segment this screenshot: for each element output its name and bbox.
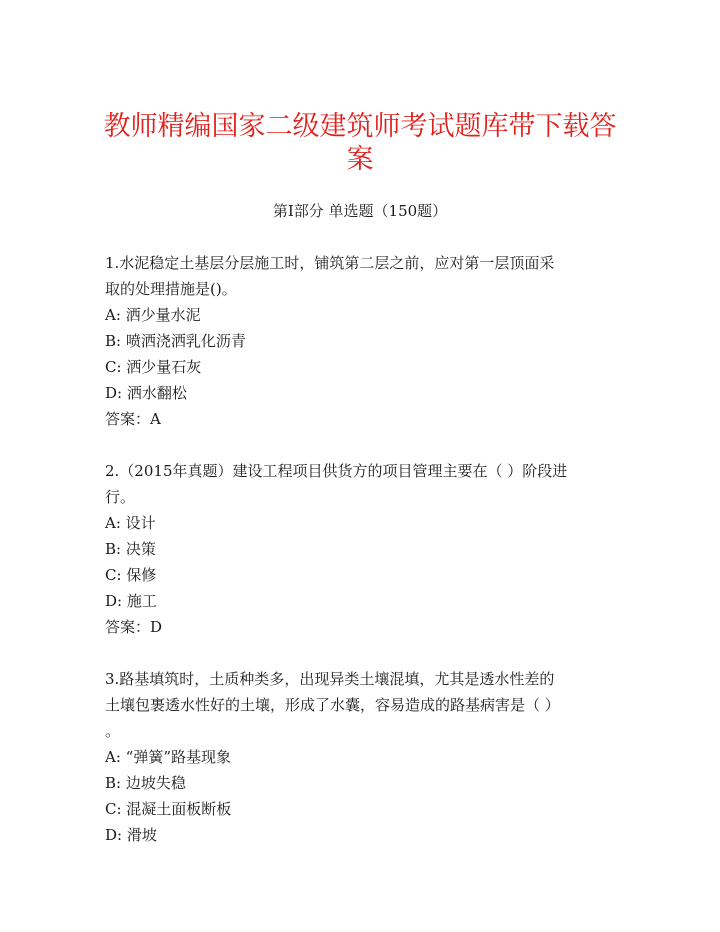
answer: 答案：D bbox=[105, 618, 163, 636]
option-b: B: 喷洒浇洒乳化沥青 bbox=[105, 332, 246, 350]
option-c: C: 洒少量石灰 bbox=[105, 358, 202, 376]
question-list bbox=[105, 250, 615, 848]
document-title-line-2: 案 bbox=[346, 144, 374, 175]
question-stem-line: 。 bbox=[105, 722, 121, 740]
question-stem-line: 土壤包裹透水性好的土壤，形成了水囊，容易造成的路基病害是（ ） bbox=[105, 696, 560, 714]
document-title bbox=[60, 110, 660, 176]
question-1 bbox=[105, 250, 615, 432]
question-stem-line: 1.水泥稳定土基层分层施工时，铺筑第二层之前，应对第一层顶面采 bbox=[105, 254, 555, 272]
option-d: D: 洒水翻松 bbox=[105, 384, 187, 402]
option-c: C: 混凝土面板断板 bbox=[105, 800, 232, 818]
option-c: C: 保修 bbox=[105, 566, 157, 584]
document-title-line-1: 教师精编国家二级建筑师考试题库带下载答 bbox=[103, 111, 617, 142]
section-title: 第Ⅰ部分 单选题（150题） bbox=[272, 202, 448, 220]
option-a: A: 设计 bbox=[105, 514, 156, 532]
answer: 答案：A bbox=[105, 410, 161, 428]
question-2 bbox=[105, 458, 615, 640]
question-spacer bbox=[105, 640, 615, 666]
question-stem-line: 取的处理措施是()。 bbox=[105, 280, 237, 298]
question-stem-line: 行。 bbox=[105, 488, 136, 506]
option-d: D: 施工 bbox=[105, 592, 157, 610]
question-3 bbox=[105, 666, 615, 848]
question-stem-line: 2.（2015年真题）建设工程项目供货方的项目管理主要在（ ）阶段进 bbox=[105, 462, 568, 480]
option-b: B: 决策 bbox=[105, 540, 156, 558]
option-a: A: 洒少量水泥 bbox=[105, 306, 201, 324]
question-stem-line: 3.路基填筑时，土质种类多，出现异类土壤混填，尤其是透水性差的 bbox=[105, 670, 555, 688]
option-d: D: 滑坡 bbox=[105, 826, 157, 844]
question-spacer bbox=[105, 432, 615, 458]
option-a: A: “弹簧”路基现象 bbox=[105, 748, 231, 766]
option-b: B: 边坡失稳 bbox=[105, 774, 186, 792]
